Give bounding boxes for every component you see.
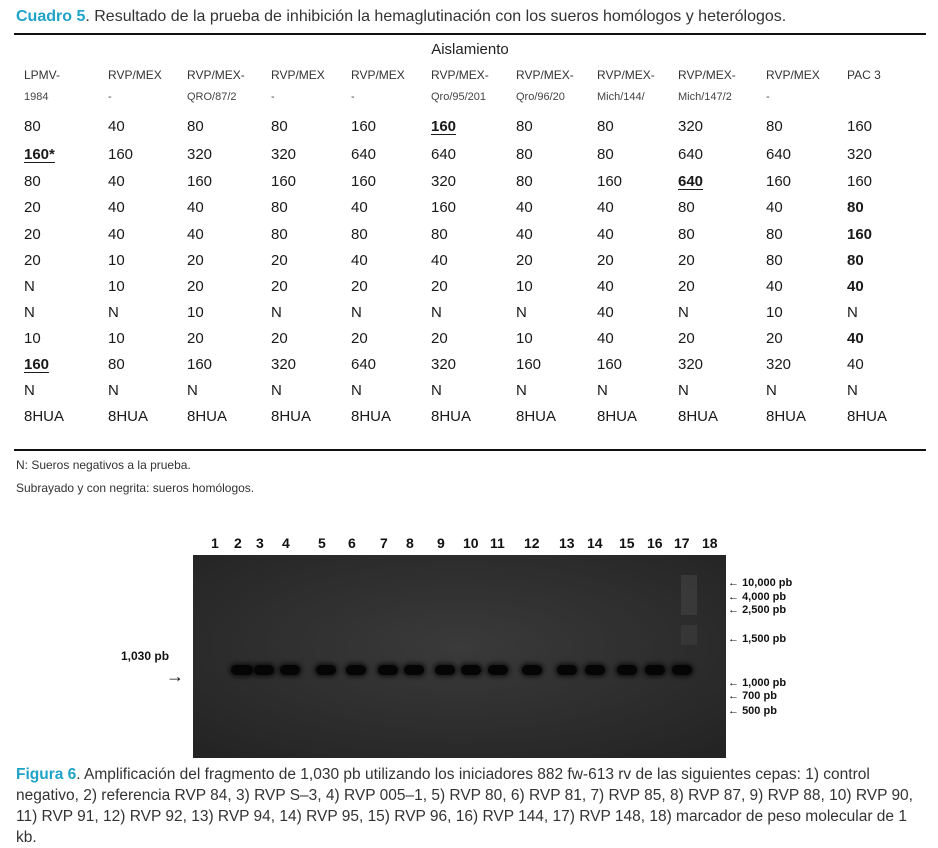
table-cell: 80 [187,118,204,135]
table-cell: 320 [271,146,297,163]
left-arrow-icon: ← [728,633,743,645]
table-cell: N [108,382,119,399]
table-cell: 80 [24,118,41,135]
ladder-label-text: 1,000 pb [742,677,787,689]
table-cell: 8HUA [431,408,472,425]
column-header: RVP/MEX [271,68,325,82]
dna-band [378,665,398,675]
table-cell: 40 [597,330,614,347]
lane-number: 1 [211,535,219,551]
column-header: RVP/MEX [766,68,820,82]
dna-band [617,665,637,675]
table-cell: 20 [187,330,204,347]
table-cell: N [108,304,119,321]
table-cell: 320 [678,356,704,373]
column-header: RVP/MEX- [678,68,736,82]
column-header-sub: - [766,91,770,103]
table-cell: 160 [271,173,297,190]
table-cell: 160 [597,173,623,190]
table-cell: N [187,382,198,399]
table-note-1: N: Sueros negativos a la prueba. [16,458,191,472]
table-cell: 8HUA [187,408,228,425]
table-cell: 640 [351,146,377,163]
table-cell: 160 [108,146,134,163]
column-header-sub: Qro/96/20 [516,91,565,103]
table-cell: 320 [187,146,213,163]
table-cell: 20 [271,252,288,269]
table-cell: 10 [108,252,125,269]
table-cell: 8HUA [271,408,312,425]
dna-band [254,665,274,675]
column-header-sub: Mich/147/2 [678,91,732,103]
table-cell: 80 [271,226,288,243]
table-cell: 80 [24,173,41,190]
ladder-label-text: 700 pb [742,690,777,702]
table-cell: 10 [766,304,783,321]
table-cell: 40 [108,173,125,190]
table-cell: N [271,382,282,399]
table-cell: 10 [516,278,533,295]
lane-number: 18 [702,535,718,551]
table-cell: 80 [847,199,864,216]
table-cell: 20 [351,330,368,347]
table-cell: 640 [678,146,704,163]
table-cell: 160 [431,199,457,216]
table-cell: 160 [24,356,50,373]
table-cell: 40 [108,118,125,135]
figure-caption [16,764,926,848]
gel-image [193,555,726,758]
table-cell: 20 [187,278,204,295]
ladder-label-text: 4,000 pb [742,591,787,603]
lane-number: 17 [674,535,690,551]
table-cell: 80 [597,146,614,163]
table-cell: 80 [766,226,783,243]
table-cell: 640 [678,173,704,190]
table-cell: 80 [431,226,448,243]
table-cell: 40 [108,199,125,216]
lane-number: 11 [490,535,505,551]
dna-band [585,665,605,675]
table-cell: 40 [108,226,125,243]
column-header: LPMV- [24,68,61,82]
column-header: RVP/MEX [351,68,405,82]
left-arrow-icon: ← [728,690,743,702]
column-header-sub: QRO/87/2 [187,91,237,103]
left-arrow-icon: ← [728,604,743,616]
table-cell: N [678,304,689,321]
table-cell: N [24,382,35,399]
gel-background [193,555,726,758]
lane-number: 6 [348,535,356,551]
table-cell: 40 [516,199,533,216]
figure-caption-text: . Amplificación del fragmento de 1,030 pb utilizando los iniciadores 882 fw-613 rv de las siguientes cepas: 1) control negativo, 2) referencia RVP 84, 3) RVP S–3, 4) RVP 005–1, 5) RVP 80, 6) RVP 81, 7) RVP 85, 8) RVP 87, 9) RVP 88, 10) RVP 90, 11) RVP 91, 12) RVP 92, 13) RVP 94, 14) RVP 95, 15) RVP 96, 16) RVP 144, 17) RVP 148, 18) marcador de peso molecular de 1 kb. [16,766,913,846]
lane-number: 3 [256,535,264,551]
table-caption-text: . Resultado de la prueba de inhibición la hemaglutinación con los sueros homólogos y heterólogos. [85,8,787,25]
column-header-sub: - [108,91,112,103]
lane-number: 8 [406,535,414,551]
table-cell: 8HUA [766,408,807,425]
table-cell: N [847,382,858,399]
ladder-label [728,633,786,645]
lane-number: 10 [463,535,479,551]
lane-number: 12 [524,535,540,551]
table-cell: 20 [351,278,368,295]
table-cell: 160 [597,356,623,373]
ladder-label [728,690,777,702]
table-cell: 40 [431,252,448,269]
table-cell: 40 [597,226,614,243]
table-cell: N [766,382,777,399]
table-cell: 20 [431,330,448,347]
ladder-label-text: 1,500 pb [742,633,787,645]
table-cell: 20 [431,278,448,295]
column-header: PAC 3 [847,68,881,82]
table-cell: 320 [431,356,457,373]
table-cell: 20 [516,252,533,269]
table-cell: 80 [678,226,695,243]
table-cell: 20 [597,252,614,269]
table-cell: N [516,304,527,321]
table-cell: 160 [847,226,873,243]
table-cell: 80 [271,118,288,135]
table-cell: 80 [847,252,864,269]
table-cell: 10 [24,330,41,347]
table-cell: 160 [187,173,213,190]
table-cell: 320 [678,118,704,135]
dna-band [316,665,336,675]
table-cell: 320 [766,356,792,373]
left-arrow-icon: ← [728,705,743,717]
right-arrow-icon: → [166,666,184,686]
table-cell: 20 [678,278,695,295]
column-header: RVP/MEX- [187,68,245,82]
table-cell: 80 [516,118,533,135]
lane-number: 4 [282,535,290,551]
ladder-smear [681,575,697,645]
table-cell: 160* [24,146,55,163]
table-cell: 40 [847,278,864,295]
dna-band [280,665,300,675]
table-cell: 40 [766,278,783,295]
table-cell: 160 [187,356,213,373]
table-cell: 8HUA [597,408,638,425]
dna-band [672,665,692,675]
table-cell: N [351,304,362,321]
table-cell: 8HUA [678,408,719,425]
table-cell: 80 [516,173,533,190]
column-header-sub: 1984 [24,91,49,103]
table-cell: 8HUA [847,408,888,425]
group-header: Aislamiento [431,41,509,58]
column-header-sub: - [271,91,275,103]
table-cell: 640 [351,356,377,373]
lane-number: 5 [318,535,326,551]
dna-band [346,665,366,675]
table-cell: 40 [351,199,368,216]
dna-band [435,665,455,675]
lane-number: 16 [647,535,663,551]
figure-label: Figura 6 [16,766,77,783]
table-cell: 8HUA [516,408,557,425]
column-header: RVP/MEX- [597,68,655,82]
left-arrow-icon: ← [728,677,743,689]
table-cell: 160 [351,118,377,135]
ladder-label [728,604,786,616]
table-cell: 20 [271,330,288,347]
table-cell: 10 [108,278,125,295]
lane-number: 13 [559,535,575,551]
table-cell: N [597,382,608,399]
table-cell: 320 [271,356,297,373]
ladder-label-text: 2,500 pb [742,604,787,616]
table-cell: 40 [351,252,368,269]
lane-number: 9 [437,535,445,551]
table-cell: 40 [516,226,533,243]
table-cell: 80 [516,146,533,163]
table-cell: 80 [678,199,695,216]
dna-band [522,665,542,675]
ladder-label-text: 10,000 pb [742,577,793,589]
lane-number: 7 [380,535,388,551]
dna-band [645,665,665,675]
table-cell: 80 [766,118,783,135]
table-cell: N [271,304,282,321]
table-cell: 20 [678,330,695,347]
table-cell: 160 [847,118,873,135]
dna-band [231,665,253,675]
table-cell: 320 [431,173,457,190]
table-cell: 40 [187,199,204,216]
table-cell: N [431,382,442,399]
left-arrow-icon: ← [728,577,743,589]
ladder-label [728,577,792,589]
table-cell: 80 [351,226,368,243]
table-cell: 40 [847,356,864,373]
column-header: RVP/MEX- [516,68,574,82]
table-cell: 20 [678,252,695,269]
table-cell: 40 [766,199,783,216]
lane-number: 15 [619,535,635,551]
ladder-label [728,705,777,717]
column-header-sub: Mich/144/ [597,91,645,103]
table-cell: 10 [187,304,204,321]
dna-band [557,665,577,675]
ladder-label [728,677,786,689]
table-cell: N [847,304,858,321]
table-cell: N [351,382,362,399]
table-cell: 160 [431,118,457,135]
lane-number: 2 [234,535,242,551]
table-cell: 160 [766,173,792,190]
table-caption [16,8,926,26]
table-cell: 40 [847,330,864,347]
table-cell: 80 [271,199,288,216]
table-cell: 8HUA [24,408,65,425]
table-cell: 10 [516,330,533,347]
table-cell: 20 [766,330,783,347]
table-cell: N [24,304,35,321]
table-cell: 160 [516,356,542,373]
table-bottom-rule [14,449,926,451]
table-cell: 80 [108,356,125,373]
left-arrow-icon: ← [728,591,743,603]
ladder-label [728,591,786,603]
table-cell: 40 [597,278,614,295]
ladder-label-text: 500 pb [742,705,777,717]
table-cell: 20 [24,226,41,243]
table-cell: 20 [24,252,41,269]
table-cell: 640 [431,146,457,163]
band-size-label: 1,030 pb [121,649,170,663]
table-cell: 160 [351,173,377,190]
table-cell: 640 [766,146,792,163]
table-cell: N [431,304,442,321]
table-cell: 8HUA [351,408,392,425]
table-cell: 10 [108,330,125,347]
dna-band [461,665,481,675]
table-cell: 40 [597,199,614,216]
table-cell: 40 [597,304,614,321]
table-cell: N [516,382,527,399]
dna-band [488,665,508,675]
table-cell: 320 [847,146,873,163]
table-cell: 20 [24,199,41,216]
lane-number: 14 [587,535,603,551]
table-cell: 80 [597,118,614,135]
table-cell: 20 [271,278,288,295]
table-cell: 160 [847,173,873,190]
table-note-2: Subrayado y con negrita: sueros homólogos. [16,481,255,495]
table-cell: 80 [766,252,783,269]
table-cell: 20 [187,252,204,269]
table-label: Cuadro 5 [16,8,86,25]
table-cell: N [24,278,35,295]
column-header-sub: Qro/95/201 [431,91,487,103]
table-cell: 8HUA [108,408,149,425]
column-header: RVP/MEX- [431,68,489,82]
table-cell: 40 [187,226,204,243]
column-header-sub: - [351,91,355,103]
table-cell: N [678,382,689,399]
column-header: RVP/MEX [108,68,162,82]
dna-band [404,665,424,675]
table-top-rule [14,33,926,35]
